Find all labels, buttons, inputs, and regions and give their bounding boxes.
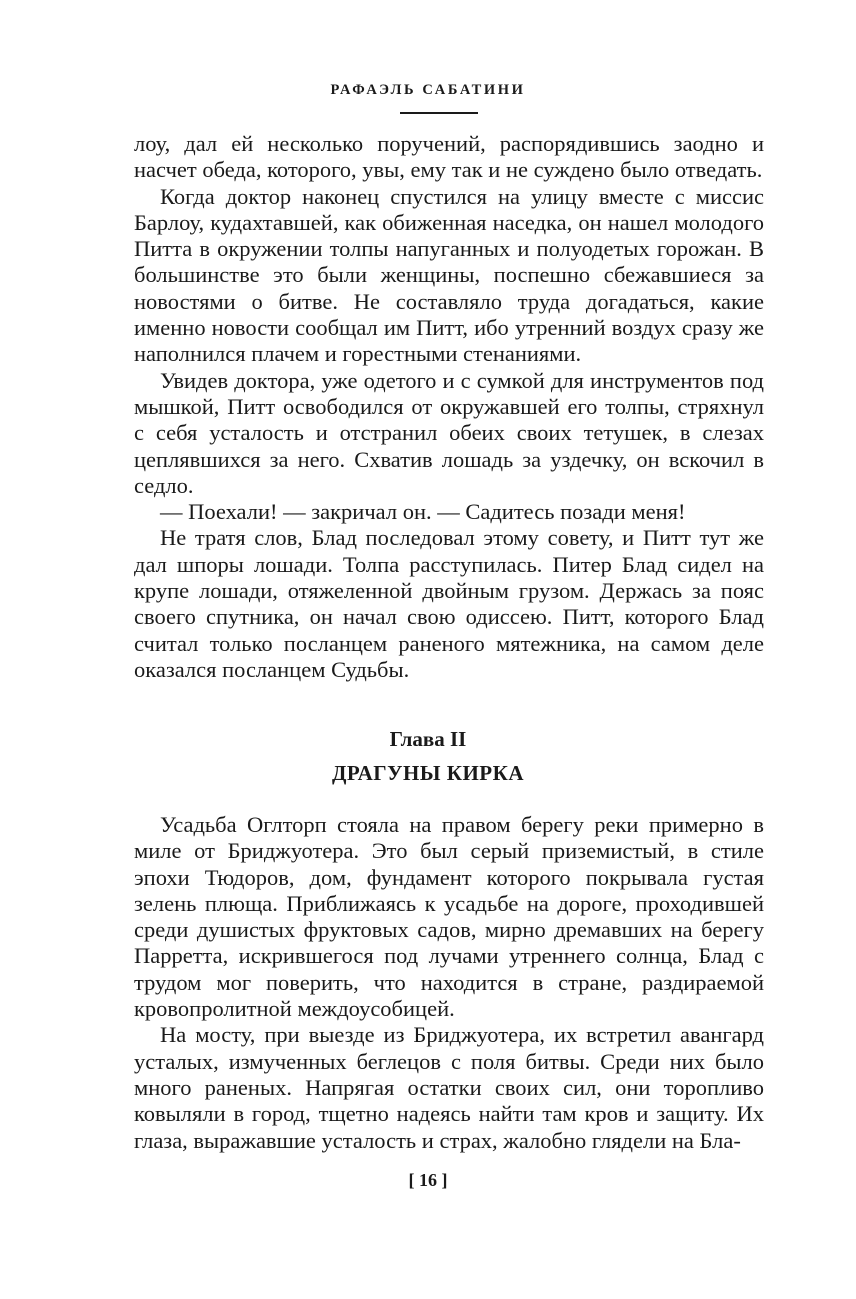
dialogue-line: — Поехали! — закричал он. — Садитесь позади меня! [160, 499, 686, 525]
paragraph: На мосту, при выезде из Бриджуотера, их встретил авангард усталых, измученных беглецов с поля битвы. Среди них было много раненых. Напрягая остатки своих сил, они торопливо ковыляли в город, тщетно надеясь найти там кров и защиту. Их глаза, выражавшие усталость и страх, жалобно глядели на Бла- [134, 1022, 764, 1153]
text-block-continuation [134, 131, 764, 683]
running-head: РАФАЭЛЬ САБАТИНИ [330, 82, 526, 98]
chapter-title: ДРАГУНЫ КИРКА [331, 761, 524, 785]
paragraph: Увидев доктора, уже одетого и с сумкой для инструментов под мышкой, Питт освободился от окружавшей его толпы, стряхнул с себя усталость и отстранил обеих своих тетушек, в слезах цеплявшихся за него. Схватив лошадь за уздечку, он вскочил в седло. [134, 367, 764, 498]
header-rule [400, 112, 478, 114]
page-number: [ 16 ] [408, 1170, 448, 1190]
chapter-number: Глава II [389, 727, 467, 751]
paragraph: Усадьба Оглторп стояла на правом берегу реки примерно в миле от Бриджуотера. Это был серый приземистый, в стиле эпохи Тюдоров, дом, фундамент которого покрывала густая зелень плюща. Приближаясь к усадьбе на дороге, проходившей среди душистых фруктовых садов, мирно дремавших на берегу Парретта, искрившегося под лучами утреннего солнца, Блад с трудом мог поверить, что находится в стране, раздираемой кровопролитной междоусобицей. [134, 812, 764, 1022]
paragraph: Не тратя слов, Блад последовал этому совету, и Питт тут же дал шпоры лошади. Толпа расступилась. Питер Блад сидел на крупе лошади, отяжеленной двойным грузом. Держась за пояс своего спутника, он начал свою одиссею. Питт, которого Блад считал только посланцем раненого мятежника, на самом деле оказался посланцем Судьбы. [134, 525, 764, 682]
paragraph: Когда доктор наконец спустился на улицу вместе с миссис Барлоу, кудахтавшей, как обиженная наседка, он нашел молодого Питта в окружении толпы напуганных и полуодетых горожан. В большинстве это были женщины, поспешно сбежавшиеся за новостями о битве. Не составляло труда догадаться, какие именно новости сообщал им Питт, ибо утренний воздух сразу же наполнился плачем и горестными стенаниями. [134, 183, 764, 367]
text-block-chapter [134, 812, 764, 1154]
paragraph: лоу, дал ей несколько поручений, распорядившись заодно и насчет обеда, которого, увы, ему так и не суждено было отведать. [134, 131, 764, 183]
